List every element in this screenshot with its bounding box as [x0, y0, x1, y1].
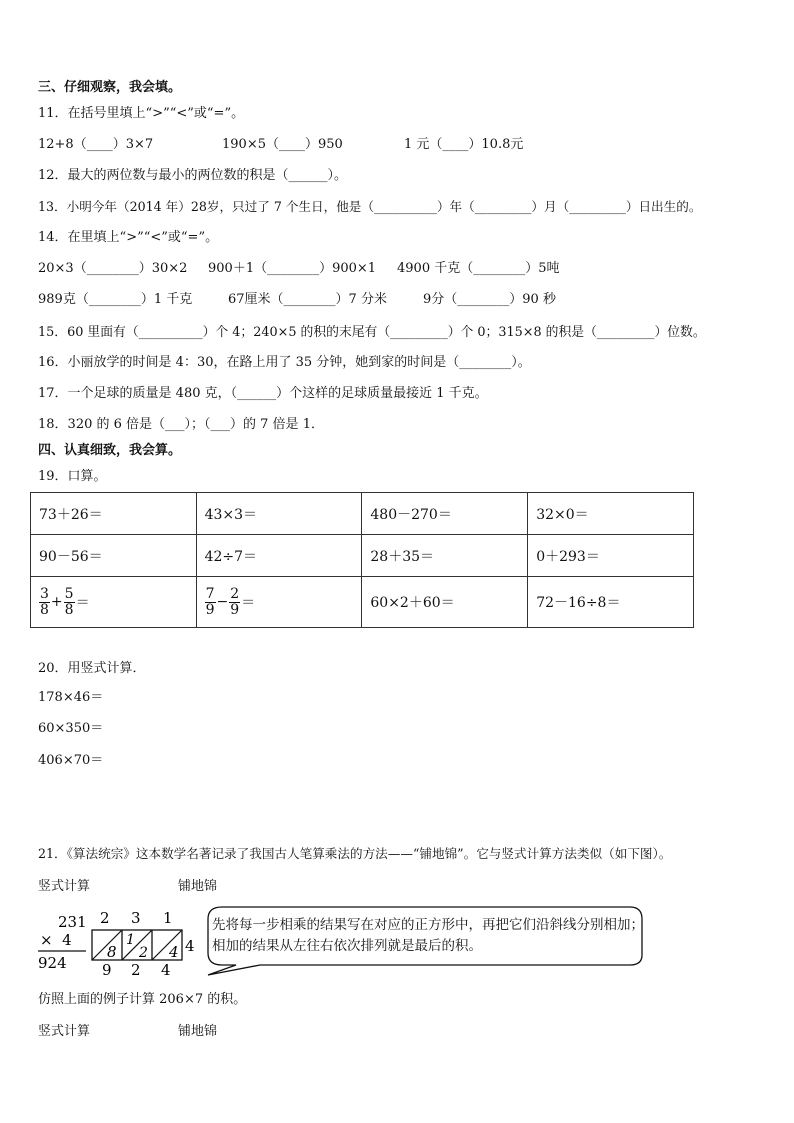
equals-sign: ＝: [75, 595, 90, 611]
operator: −: [216, 594, 229, 610]
question-20-title: 20．用竖式计算．: [38, 661, 146, 676]
label-lattice: 铺地锦: [178, 879, 218, 894]
question-17: 17．一个足球的质量是 480 克，（______）个这样的足球质量最接近 1 千克。: [38, 386, 488, 401]
q14-r1-item-2: 900＋1（________）900×1: [208, 261, 377, 276]
label-vertical-calc: 竖式计算: [38, 879, 91, 894]
question-12: 12．最大的两位数与最小的两位数的积是（______）。: [38, 168, 348, 183]
section-heading-4: 四、认真细致，我会算。: [38, 443, 182, 458]
question-21-task: 仿照上面的例子计算 206×7 的积。: [38, 992, 247, 1007]
denominator: 8: [64, 601, 74, 618]
q11-item-3: 1 元（____）10.8元: [404, 137, 524, 152]
numerator: 2: [230, 585, 240, 602]
q20-item: 406×70＝: [38, 753, 104, 768]
mental-math-table: [30, 492, 694, 628]
question-21-title: 21．《算法统宗》这本数学名著记录了我国古人笔算乘法的方法——“铺地锦”。它与竖式计算方法类似（如下图）。: [38, 846, 672, 861]
lattice-bottom-digit: 4: [161, 961, 171, 979]
lattice-cell-digit: 8: [107, 943, 117, 961]
table-row: [31, 535, 694, 577]
numerator: 7: [205, 585, 215, 602]
lattice-right-digit: 4: [185, 937, 195, 955]
q20-item: 60×350＝: [38, 721, 104, 736]
lattice-cell-digit: 2: [139, 945, 148, 961]
vertical-result: 924: [38, 954, 67, 972]
question-13: 13．小明今年（2014 年）28岁，只过了 7 个生日，他是（__________）年（_________）月（_________）日出生的。: [38, 199, 702, 214]
numerator: 5: [64, 585, 74, 602]
table-cell: 480－270＝: [362, 493, 528, 535]
fraction: [205, 587, 216, 618]
lattice-cell-digit: 4: [169, 943, 179, 961]
table-cell: 28＋35＝: [362, 535, 528, 577]
table-cell: 0＋293＝: [528, 535, 694, 577]
equals-sign: ＝: [241, 595, 256, 611]
table-cell: 60×2＋60＝: [362, 577, 528, 628]
denominator: 8: [40, 601, 49, 618]
label-lattice-2: 铺地锦: [178, 1024, 218, 1039]
question-18: 18．320 的 6 倍是（___）；（___）的 7 倍是 1．: [38, 417, 324, 432]
table-cell-fraction-sum: [31, 577, 197, 628]
lattice-cell-digit: 1: [126, 932, 135, 948]
operator: +: [50, 594, 63, 610]
q14-r2-item-1: 989克（________）1 千克: [38, 292, 193, 307]
denominator: 9: [205, 601, 215, 618]
fraction: [39, 587, 50, 618]
lattice-bottom-digit: 2: [131, 961, 141, 979]
table-cell: 90－56＝: [31, 535, 197, 577]
q11-item-1: 12+8（____）3×7: [38, 137, 154, 152]
q11-item-2: 190×5（____）950: [222, 137, 343, 152]
section-heading-3: 三、仔细观察，我会填。: [38, 80, 182, 95]
table-cell: 43×3＝: [196, 493, 362, 535]
table-cell: 42÷7＝: [196, 535, 362, 577]
speech-bubble-text: 先将每一步相乘的结果写在对应的正方形中，再把它们沿斜线分别相加；相加的结果从左往右依次排列就是最后的积。: [212, 917, 644, 954]
lattice-top-digit: 3: [131, 909, 141, 927]
numerator: 3: [40, 585, 49, 602]
q14-r1-item-1: 20×3（________）30×2: [38, 261, 188, 276]
table-row: [31, 577, 694, 628]
fraction: [229, 587, 240, 618]
q14-r2-item-2: 67厘米（________）7 分米: [228, 292, 387, 307]
question-11-title: 11．在括号里填上“>”“<”或“=”。: [38, 106, 245, 121]
fraction: [64, 587, 75, 618]
table-cell-fraction-diff: [196, 577, 362, 628]
table-cell: 32×0＝: [528, 493, 694, 535]
vertical-top-number: 231: [58, 913, 87, 931]
table-row: [31, 493, 694, 535]
q14-r2-item-3: 9分（________）90 秒: [423, 292, 556, 307]
table-cell: 73＋26＝: [31, 493, 197, 535]
question-15: 15．60 里面有（__________）个 4；240×5 的积的末尾有（_________）个 0；315×8 的积是（_________）位数。: [38, 325, 706, 340]
denominator: 9: [230, 601, 240, 618]
question-14-title: 14．在里填上“>”“<”或“=”。: [38, 230, 219, 245]
label-vertical-calc-2: 竖式计算: [38, 1024, 91, 1039]
question-16: 16．小丽放学的时间是 4：30，在路上用了 35 分钟，她到家的时间是（________）。: [38, 355, 531, 370]
lattice-bottom-digit: 9: [102, 961, 112, 979]
q14-r1-item-3: 4900 千克（________）5吨: [397, 261, 560, 276]
lattice-top-digit: 2: [100, 909, 110, 927]
lattice-top-digit: 1: [163, 909, 173, 927]
question-19-title: 19．口算。: [38, 469, 107, 484]
q20-item: 178×46＝: [38, 690, 104, 705]
vertical-multiplier: × 4: [40, 931, 72, 949]
table-cell: 72－16÷8＝: [528, 577, 694, 628]
